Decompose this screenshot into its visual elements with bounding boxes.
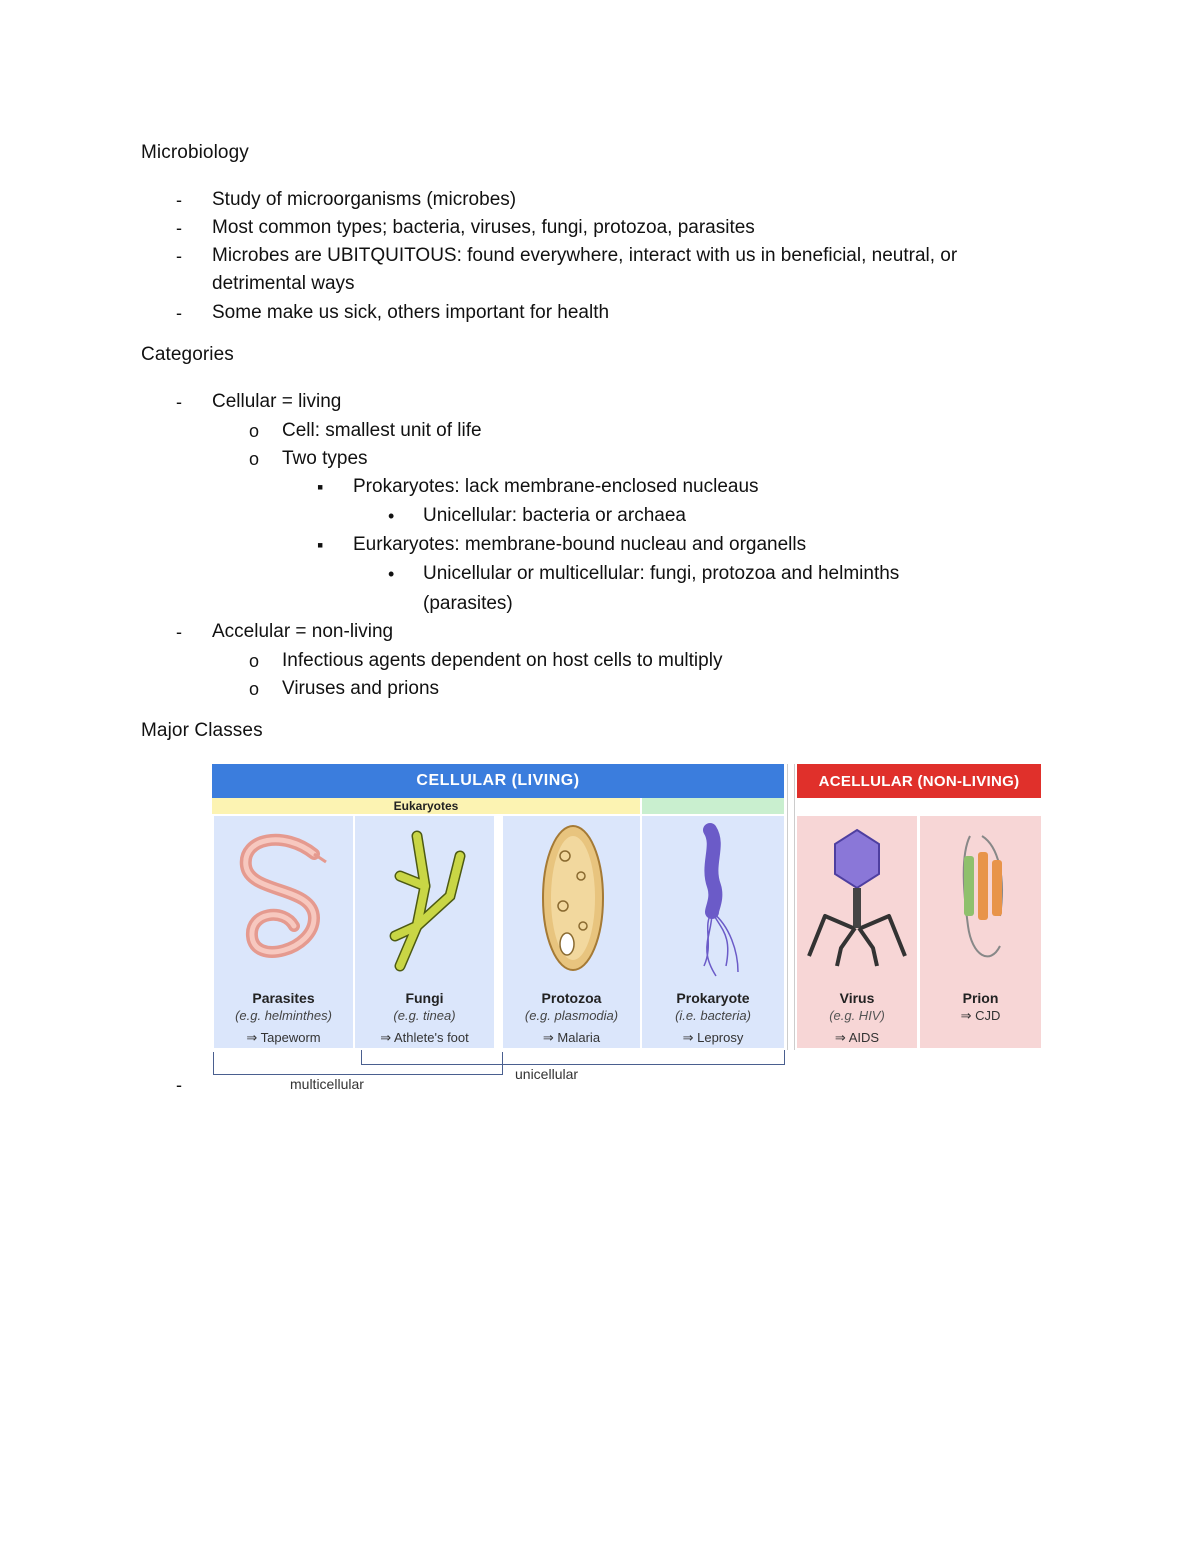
bullet-study: Study of microorganisms (microbes) [212, 189, 517, 210]
panel-example: (e.g. helminthes) [235, 1008, 332, 1023]
fungi-hyphae-illustration [355, 816, 494, 986]
bullet-sick: Some make us sick, others important for health [212, 302, 610, 323]
panel-example: (e.g. plasmodia) [524, 1008, 619, 1023]
bacterium-illustration [642, 816, 784, 986]
panel-virus [797, 816, 917, 1048]
major-classes-figure [212, 764, 1057, 1094]
panel-example: (e.g. tinea) [393, 1008, 456, 1023]
dot-marker: • [388, 564, 395, 584]
bullet-euk-unicellular-cont: (parasites) [423, 593, 513, 614]
panel-name: Prokaryote [676, 990, 750, 1006]
dash-marker: - [176, 190, 182, 210]
panel-disease: ⇒ AIDS [834, 1030, 880, 1045]
bracket-unicellular [361, 1050, 785, 1065]
panel-disease: ⇒ Malaria [542, 1030, 601, 1045]
dash-marker: - [176, 392, 182, 412]
panel-fungi [355, 816, 494, 1048]
label-unicellular: unicellular [515, 1066, 579, 1082]
circle-marker: o [249, 679, 260, 699]
dash-marker: - [176, 622, 182, 642]
dash-marker: - [176, 303, 182, 323]
bullet-ubiquitous: Microbes are UBITQUITOUS: found everywhere, interact with us in beneficial, neutral, or [212, 245, 958, 266]
panel-disease: ⇒ CJD [960, 1008, 1001, 1023]
panel-name: Prion [962, 990, 999, 1006]
circle-marker: o [249, 421, 260, 441]
bullet-common-types: Most common types; bacteria, viruses, fungi, protozoa, parasites [212, 217, 755, 238]
heading-microbiology: Microbiology [141, 142, 249, 163]
acellular-band: ACELLULAR (NON-LIVING) [797, 764, 1041, 798]
eukaryotes-band: Eukaryotes [212, 798, 640, 814]
panel-name: Virus [839, 990, 875, 1006]
panel-name: Fungi [405, 990, 444, 1006]
square-marker: ▪ [317, 477, 324, 497]
panel-disease: ⇒ Leprosy [682, 1030, 744, 1045]
panel-disease: ⇒ Athlete's foot [380, 1030, 469, 1045]
bullet-euk-unicellular: Unicellular or multicellular: fungi, protozoa and helminths [423, 563, 900, 584]
bullet-prokaryotes: Prokaryotes: lack membrane-enclosed nucleaus [353, 476, 759, 497]
circle-marker: o [249, 449, 260, 469]
panel-name: Parasites [252, 990, 315, 1006]
prion-protein-illustration [920, 816, 1041, 986]
bullet-two-types: Two types [282, 448, 368, 469]
heading-categories: Categories [141, 344, 234, 365]
prokaryotes-band [642, 798, 784, 814]
bullet-ubiquitous-cont: detrimental ways [212, 273, 355, 294]
panel-disease: ⇒ Tapeworm [246, 1030, 321, 1045]
worm-illustration [214, 816, 353, 986]
panel-protozoa [503, 816, 640, 1048]
dash-marker: - [176, 246, 182, 266]
protozoa-illustration [503, 816, 640, 986]
bullet-infectious: Infectious agents dependent on host cells to multiply [282, 650, 723, 671]
bullet-cellular: Cellular = living [212, 391, 342, 412]
circle-marker: o [249, 651, 260, 671]
bullet-acellular: Accelular = non-living [212, 621, 394, 642]
dot-marker: • [388, 506, 395, 526]
panel-example: (e.g. HIV) [829, 1008, 885, 1023]
figure-divider [787, 764, 795, 1050]
bullet-prok-unicellular: Unicellular: bacteria or archaea [423, 505, 686, 526]
dash-marker: - [176, 218, 182, 238]
panel-name: Protozoa [541, 990, 602, 1006]
bullet-cell-def: Cell: smallest unit of life [282, 420, 482, 441]
cellular-band: CELLULAR (LIVING) [212, 764, 784, 798]
panel-parasites [214, 816, 353, 1048]
square-marker: ▪ [317, 535, 324, 555]
bullet-viruses-prions: Viruses and prions [282, 678, 440, 699]
panel-prokaryote [642, 816, 784, 1048]
virus-bacteriophage-illustration [797, 816, 917, 986]
panel-prion [920, 816, 1041, 1048]
panel-example: (i.e. bacteria) [675, 1008, 751, 1023]
bullet-eukaryotes: Eurkaryotes: membrane-bound nucleau and organells [353, 534, 807, 555]
heading-major-classes: Major Classes [141, 720, 263, 741]
label-multicellular: multicellular [290, 1076, 364, 1092]
dash-marker: - [176, 1075, 182, 1095]
